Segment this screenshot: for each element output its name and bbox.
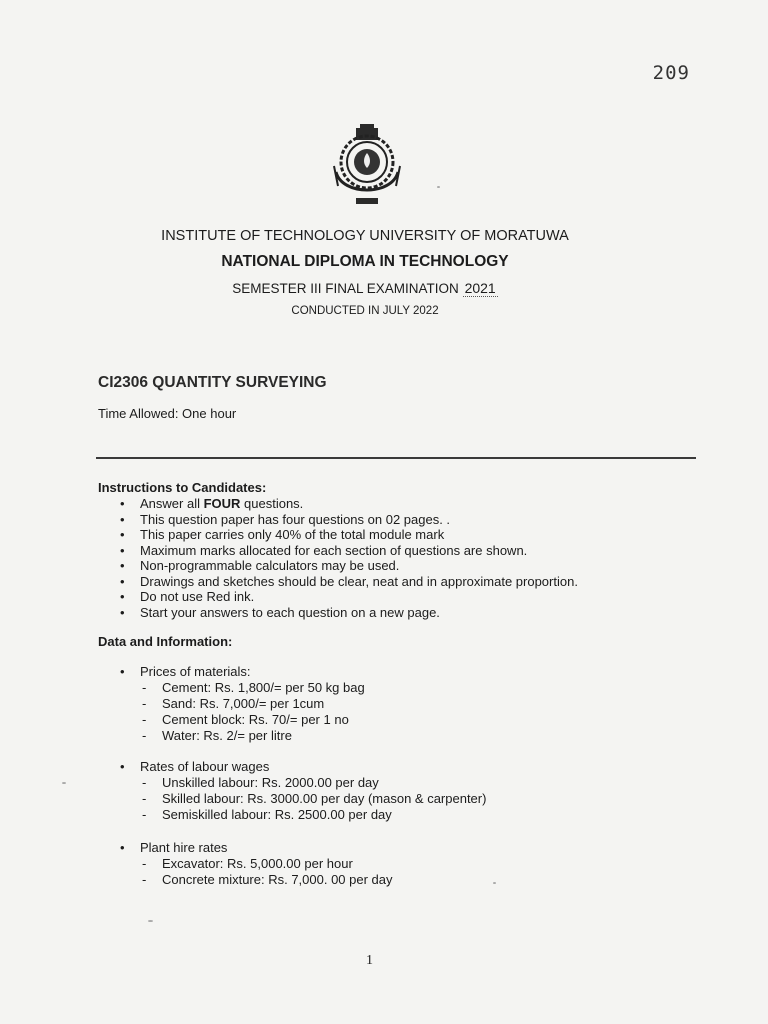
exam-year: 2021 xyxy=(464,280,496,296)
group-title: • Rates of labour wages xyxy=(118,758,486,775)
handwritten-page-id: 209 xyxy=(652,62,690,84)
instruction-item: • This paper carries only 40% of the total module mark xyxy=(118,527,578,543)
plant-hire-list xyxy=(118,856,393,888)
scan-speck xyxy=(148,920,153,922)
list-item: - Water: Rs. 2/= per litre xyxy=(142,728,365,744)
labour-wages-list xyxy=(118,775,486,823)
list-item: - Concrete mixture: Rs. 7,000. 00 per day xyxy=(142,872,393,888)
conducted-date: CONDUCTED IN JULY 2022 xyxy=(291,305,439,317)
exam-title xyxy=(0,280,730,296)
instruction-item: • Maximum marks allocated for each section of questions are shown. xyxy=(118,543,578,559)
instructions-list xyxy=(118,496,578,620)
plant-hire-group xyxy=(118,839,393,888)
page-number: 1 xyxy=(366,953,373,968)
institute-name: INSTITUTE OF TECHNOLOGY UNIVERSITY OF MORATUWA xyxy=(161,228,569,244)
list-item: - Semiskilled labour: Rs. 2500.00 per day xyxy=(142,807,486,823)
time-allowed: Time Allowed: One hour xyxy=(98,406,237,421)
course-title: CI2306 QUANTITY SURVEYING xyxy=(98,374,327,391)
list-item: - Cement: Rs. 1,800/= per 50 kg bag xyxy=(142,680,365,696)
exam-title-text: SEMESTER III FINAL EXAMINATION xyxy=(232,281,459,296)
labour-wages-group xyxy=(118,758,486,823)
list-item: - Unskilled labour: Rs. 2000.00 per day xyxy=(142,775,486,791)
scan-speck xyxy=(493,882,496,884)
group-title: • Prices of materials: xyxy=(118,663,365,680)
instruction-item: • This question paper has four questions on 02 pages. . xyxy=(118,512,578,528)
university-crest-logo xyxy=(326,122,408,206)
instruction-item: • Non-programmable calculators may be used. xyxy=(118,558,578,574)
instruction-item: • Start your answers to each question on a new page. xyxy=(118,605,578,621)
divider-rule xyxy=(96,457,696,459)
instruction-item: • Answer all FOUR questions. xyxy=(118,496,578,512)
instruction-item: • Drawings and sketches should be clear, neat and in approximate proportion. xyxy=(118,574,578,590)
scan-speck xyxy=(62,782,66,784)
material-prices-list xyxy=(118,680,365,744)
list-item: - Skilled labour: Rs. 3000.00 per day (mason & carpenter) xyxy=(142,791,486,807)
diploma-title: NATIONAL DIPLOMA IN TECHNOLOGY xyxy=(221,253,509,270)
list-item: - Cement block: Rs. 70/= per 1 no xyxy=(142,712,365,728)
group-title: • Plant hire rates xyxy=(118,839,393,856)
list-item: - Excavator: Rs. 5,000.00 per hour xyxy=(142,856,393,872)
scan-speck xyxy=(437,186,440,188)
material-prices-group xyxy=(118,663,365,744)
instruction-item: • Do not use Red ink. xyxy=(118,589,578,605)
instructions-heading: Instructions to Candidates: xyxy=(98,480,267,495)
data-info-heading: Data and Information: xyxy=(98,634,233,649)
list-item: - Sand: Rs. 7,000/= per 1cum xyxy=(142,696,365,712)
